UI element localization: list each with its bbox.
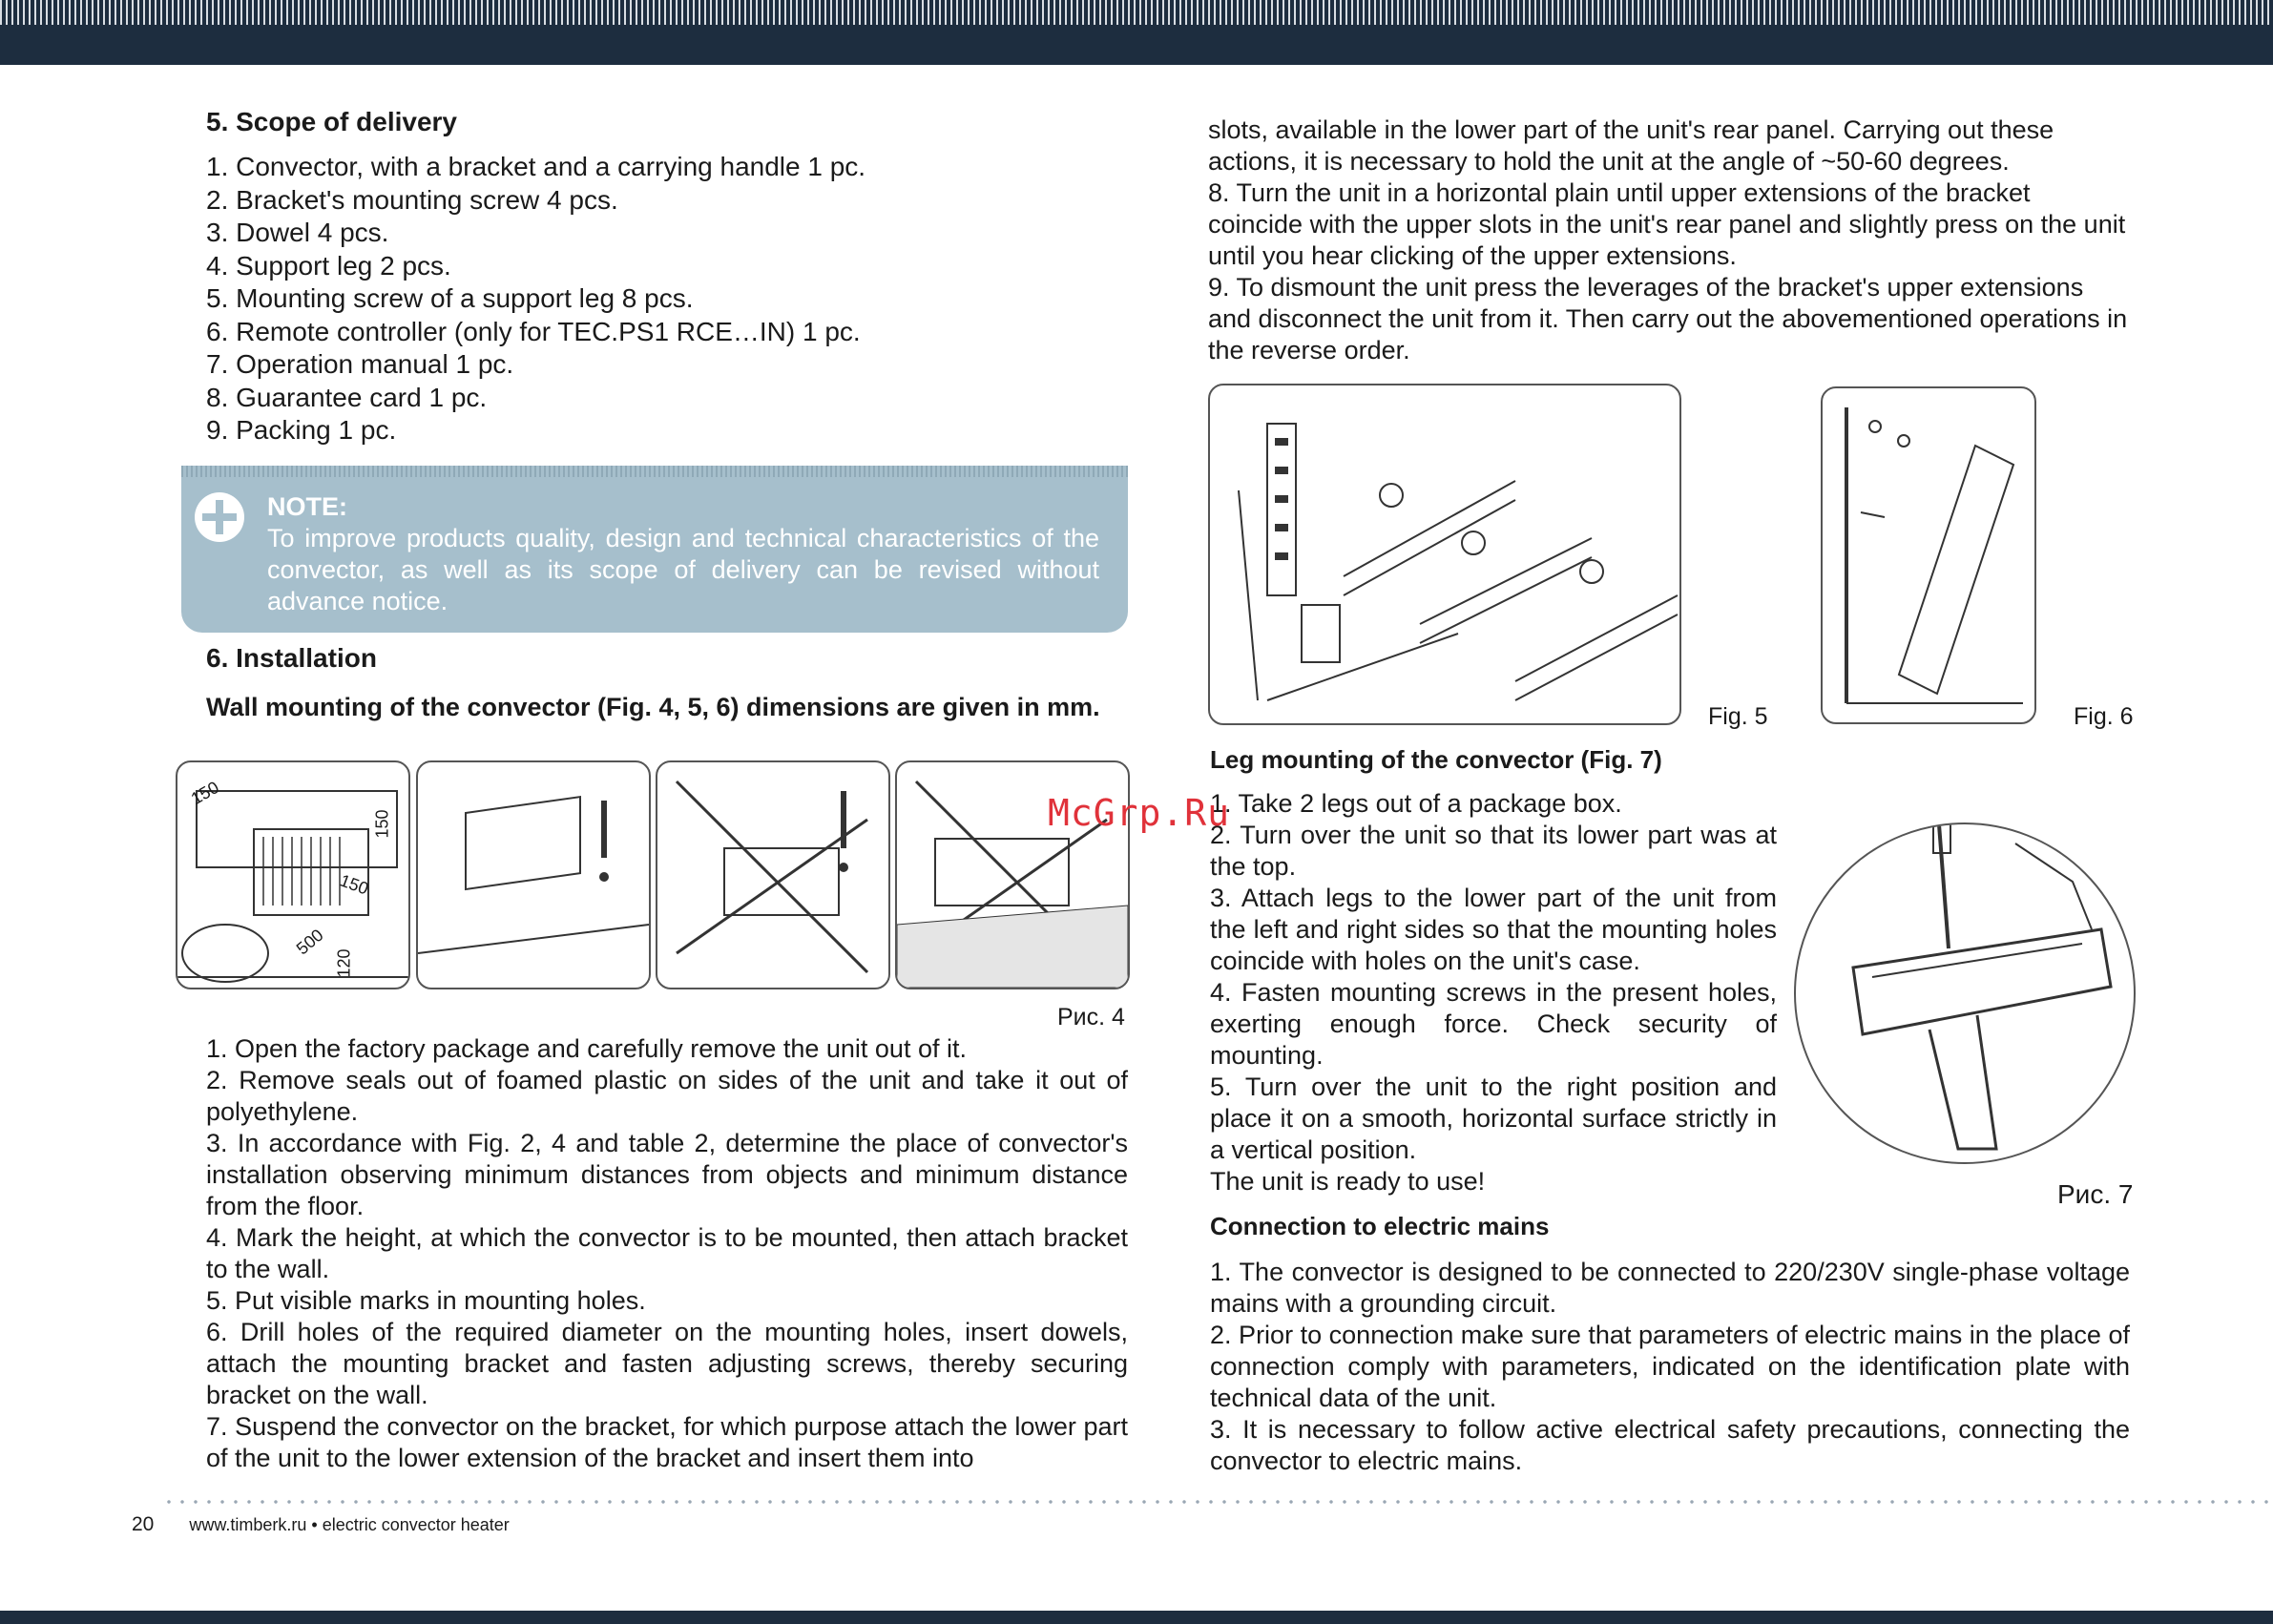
leg-mounting-section [1210,745,1783,775]
fig4-panel-dimensions [176,760,410,989]
fig7-drawing [1796,824,2134,1162]
install-step: 7. Suspend the convector on the bracket, for which purpose attach the lower part of the unit to the lower extension of the bracket and insert them into [206,1412,1128,1472]
fig4-wrong1-drawing [657,762,888,988]
page-number: 20 [132,1513,155,1535]
scope-item: 8. Guarantee card 1 pc. [206,382,488,412]
dim-label: 120 [334,948,354,978]
fig6-label: Fig. 6 [2074,703,2134,730]
dim-label: 150 [372,809,392,839]
mains-section [1210,1212,2132,1241]
scope-item: 2. Bracket's mounting screw 4 pcs. [206,184,618,215]
watermark: McGrp.Ru [1048,792,1231,834]
dim-label: 150 [187,777,222,809]
note-title: NOTE: [267,492,347,521]
note-hatch [181,466,1128,477]
footer [132,1513,510,1536]
installation-subtitle: Wall mounting of the convector (Fig. 4, 5, 6) dimensions are given in mm. [206,693,1100,721]
installation-header [206,643,1128,724]
mains-step: 3. It is necessary to follow active electrical safety precautions, connecting the convector to electric mains. [1210,1415,2130,1475]
plus-icon [195,492,244,542]
install-step: 2. Remove seals out of foamed plastic on sides of the unit and take it out of polyethylene. [206,1066,1128,1126]
fig7-label: Рис. 7 [2057,1179,2134,1209]
scope-item: 6. Remote controller (only for TEC.PS1 RCE…IN) 1 pc. [206,316,861,346]
fig5-label: Fig. 5 [1708,703,1768,730]
leg-step: 1. Take 2 legs out of a package box. [1210,789,1622,818]
header-stripes [0,0,2273,25]
scope-item: 1. Convector, with a bracket and a carrying handle 1 pc. [206,152,866,181]
leg-title: Leg mounting of the convector (Fig. 7) [1210,745,1662,774]
mains-title: Connection to electric mains [1210,1212,1550,1240]
scope-item: 9. Packing 1 pc. [206,415,397,445]
leg-steps [1210,788,1777,1197]
note-box [181,466,1128,633]
mains-step: 2. Prior to connection make sure that parameters of electric mains in the place of connection comply with parameters, indicated on the identification plate with technical data of the unit. [1210,1321,2130,1412]
install-step: 5. Put visible marks in mounting holes. [206,1286,646,1315]
installation-steps [206,1033,1128,1474]
header-bar [0,0,2273,65]
scope-item: 5. Mounting screw of a support leg 8 pcs. [206,283,694,313]
dim-label: 500 [292,925,327,959]
continued-steps [1208,115,2132,366]
scope-list [206,151,1128,448]
install-step: 4. Mark the height, at which the convector is to be mounted, then attach bracket to the wall. [206,1223,1128,1283]
scope-item: 3. Dowel 4 pcs. [206,218,389,247]
fig6-wall-drawing [1821,386,2036,724]
install-step: 6. Drill holes of the required diameter on the mounting holes, insert dowels, attach the mounting bracket and fasten adjusting screws, thereby securing bracket on the wall. [206,1318,1128,1409]
footer-divider [162,1500,2273,1504]
footer-bar [0,1611,2273,1624]
fig4-label: Рис. 4 [1057,1004,1125,1031]
scope-item: 7. Operation manual 1 pc. [206,349,514,379]
install-step-9: 9. To dismount the unit press the leverages of the bracket's upper extensions and disconnect the unit from it. Then carry out the abovementioned operations in the reverse order. [1208,273,2128,364]
fig4-correct-drawing [418,762,649,988]
installation-title: 6. Installation [206,643,377,673]
install-step: 3. In accordance with Fig. 2, 4 and table 2, determine the place of convector's installation observing minimum distances from objects and minimum distance from the floor. [206,1129,1128,1220]
mains-step: 1. The convector is designed to be connected to 220/230V single-phase voltage mains with a grounding circuit. [1210,1258,2130,1318]
dim-label: 150 [337,870,371,899]
leg-step: 4. Fasten mounting screws in the present holes, exerting enough force. Check security of mounting. [1210,978,1777,1070]
fig4-panel-correct [416,760,651,989]
fig6-drawing [1823,388,2034,722]
footer-site[interactable]: www.timberk.ru • electric convector heater [189,1515,510,1534]
scope-title: 5. Scope of delivery [206,107,457,136]
leg-step: 2. Turn over the unit so that its lower part was at the top. [1210,821,1777,881]
fig7-leg-drawing [1794,822,2136,1164]
leg-step: 3. Attach legs to the lower part of the unit from the left and right sides so that the mounting holes coincide with holes on the unit's case. [1210,884,1777,975]
fig4-panel-wrong-1 [656,760,890,989]
install-step: 1. Open the factory package and carefully remove the unit out of it. [206,1034,967,1063]
fig5-bracket-drawing [1208,384,1681,725]
leg-step: The unit is ready to use! [1210,1167,1486,1196]
leg-step: 5. Turn over the unit to the right position and place it on a smooth, horizontal surface strictly in a vertical position. [1210,1072,1777,1164]
scope-section [206,107,1128,448]
mains-steps [1210,1257,2130,1477]
continued-text: slots, available in the lower part of the unit's rear panel. Carrying out these actions, it is necessary to hold the unit at the angle of ~50-60 degrees. [1208,115,2054,176]
install-step-8: 8. Turn the unit in a horizontal plain until upper extensions of the bracket coincide with the upper slots in the unit's rear panel and slightly press on the unit until you hear clicking of the upper extensions. [1208,178,2126,270]
scope-item: 4. Support leg 2 pcs. [206,250,451,281]
note-text: To improve products quality, design and technical characteristics of the convector, as well as its scope of delivery can be revised without advance notice. [267,524,1099,615]
fig5-drawing [1210,385,1679,723]
